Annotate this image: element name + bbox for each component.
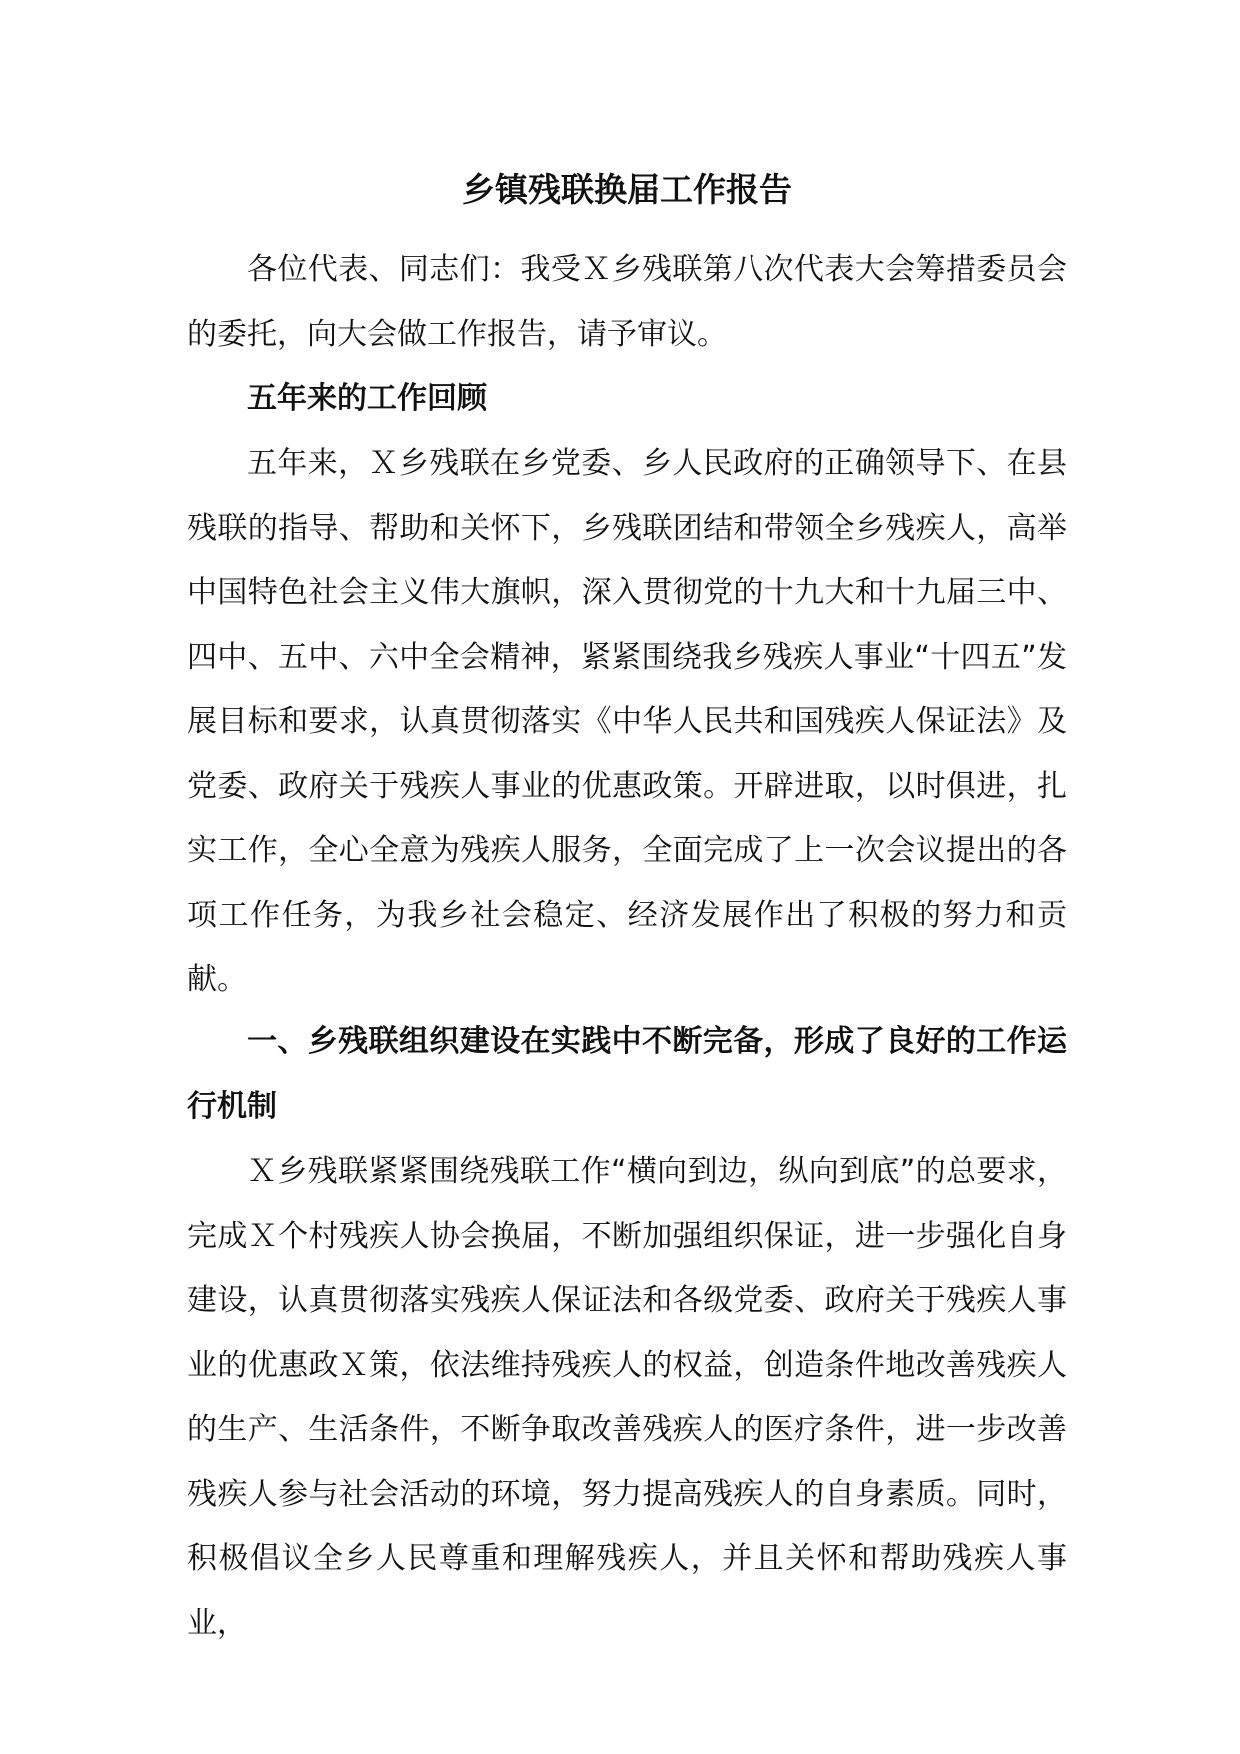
opening-paragraph: 各位代表、同志们：我受Ｘ乡残联第八次代表大会筹措委员会的委托，向大会做工作报告，请予审议。: [187, 252, 1067, 352]
section-heading-one: 一、乡残联组织建设在实践中不断完备，形成了良好的工作运行机制: [187, 1024, 1067, 1124]
document-page: [187, 0, 1067, 1754]
section-one-paragraph: Ｘ乡残联紧紧围绕残联工作“横向到边，纵向到底”的总要求，完成Ｘ个村残疾人协会换届，不断加强组织保证，进一步强化自身建设，认真贯彻落实残疾人保证法和各级党委、政府关于残疾人事业的优惠政Ｘ策，依法维持残疾人的权益，创造条件地改善残疾人的生产、生活条件，不断争取改善残疾人的医疗条件，进一步改善残疾人参与社会活动的环境，努力提高残疾人的自身素质。同时，积极倡议全乡人民尊重和理解残疾人，并且关怀和帮助残疾人事业，: [187, 1154, 1067, 1641]
document-title: 乡镇残联换届工作报告: [462, 170, 792, 209]
section-heading-review: 五年来的工作回顾: [247, 381, 487, 416]
review-paragraph: 五年来，Ｘ乡残联在乡党委、乡人民政府的正确领导下、在县残联的指导、帮助和关怀下，乡残联团结和带领全乡残疾人，高举中国特色社会主义伟大旗帜，深入贯彻党的十九大和十九届三中、四中、五中、六中全会精神，紧紧围绕我乡残疾人事业“十四五”发展目标和要求，认真贯彻落实《中华人民共和国残疾人保证法》及党委、政府关于残疾人事业的优惠政策。开辟进取，以时俱进，扎实工作，全心全意为残疾人服务，全面完成了上一次会议提出的各项工作任务，为我乡社会稳定、经济发展作出了积极的努力和贡献。: [187, 446, 1067, 997]
